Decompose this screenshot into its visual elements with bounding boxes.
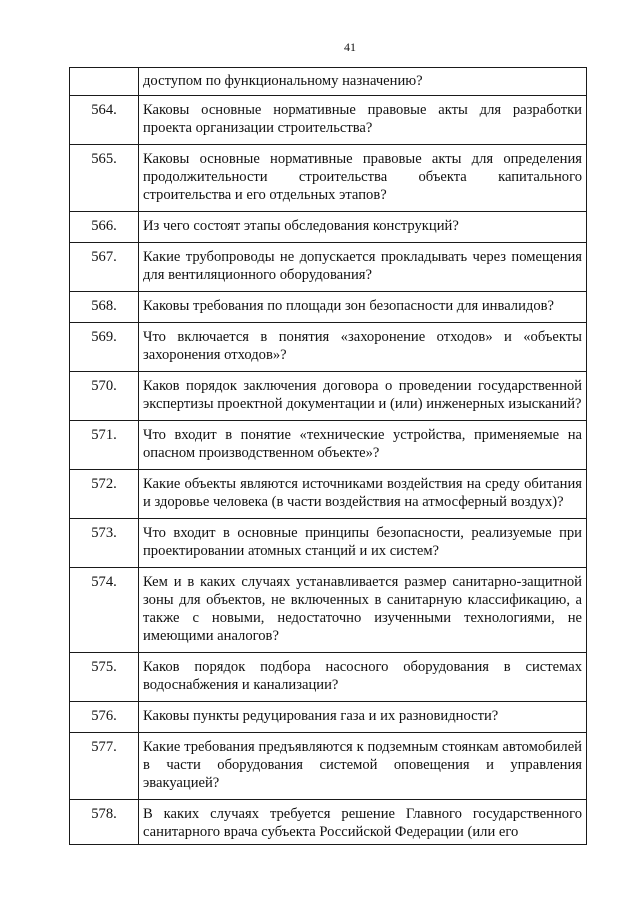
question-number: 570. [70,372,139,421]
question-text: Каков порядок заключения договора о проведении государственной экспертизы проектной документации и (или) инженерных изысканий? [139,372,587,421]
question-text: Кем и в каких случаях устанавливается размер санитарно-защитной зоны для объектов, не включенных в санитарную классификацию, а также с новыми, недостаточно изученными технологиями, не имеющими аналогов? [139,568,587,653]
table-row [70,702,587,733]
question-text: Каков порядок подбора насосного оборудования в системах водоснабжения и канализации? [139,653,587,702]
table-row [70,800,587,845]
question-text: Каковы пункты редуцирования газа и их разновидности? [139,702,587,733]
question-number: 569. [70,323,139,372]
question-number: 568. [70,292,139,323]
question-text: Что входит в основные принципы безопасности, реализуемые при проектировании атомных станций и их систем? [139,519,587,568]
table-row [70,733,587,800]
table-row [70,96,587,145]
table-row [70,323,587,372]
table-row [70,421,587,470]
question-number: 571. [70,421,139,470]
table-row [70,243,587,292]
question-text: Каковы требования по площади зон безопасности для инвалидов? [139,292,587,323]
question-text: Какие требования предъявляются к подземным стоянкам автомобилей в части оборудования системой оповещения и управления эвакуацией? [139,733,587,800]
question-text: Что включается в понятия «захоронение отходов» и «объекты захоронения отходов»? [139,323,587,372]
table-row [70,653,587,702]
question-number: 565. [70,145,139,212]
table-row [70,292,587,323]
table-row [70,568,587,653]
table-row [70,212,587,243]
question-text: Каковы основные нормативные правовые акты для разработки проекта организации строительства? [139,96,587,145]
question-text: Каковы основные нормативные правовые акты для определения продолжительности строительства объекта капитального строительства и его отдельных этапов? [139,145,587,212]
question-text: Из чего состоят этапы обследования конструкций? [139,212,587,243]
question-number: 567. [70,243,139,292]
question-text: Какие объекты являются источниками воздействия на среду обитания и здоровье человека (в части воздействия на атмосферный воздух)? [139,470,587,519]
question-text: Что входит в понятие «технические устройства, применяемые на опасном производственном объекте»? [139,421,587,470]
question-number: 564. [70,96,139,145]
question-number: 577. [70,733,139,800]
questions-table [69,67,587,845]
question-number: 566. [70,212,139,243]
question-number: 578. [70,800,139,845]
question-number: 575. [70,653,139,702]
question-number: 576. [70,702,139,733]
table-row [70,372,587,421]
question-number: 574. [70,568,139,653]
table-row [70,145,587,212]
table-row-continued [70,68,587,96]
question-number: 572. [70,470,139,519]
question-text: Какие трубопроводы не допускается прокладывать через помещения для вентиляционного оборудования? [139,243,587,292]
question-number [70,68,139,96]
table-row [70,470,587,519]
question-text: В каких случаях требуется решение Главного государственного санитарного врача субъекта Российской Федерации (или его [139,800,587,845]
table-row [70,519,587,568]
question-number: 573. [70,519,139,568]
page-number: 41 [344,40,356,54]
question-text: доступом по функциональному назначению? [139,68,587,96]
